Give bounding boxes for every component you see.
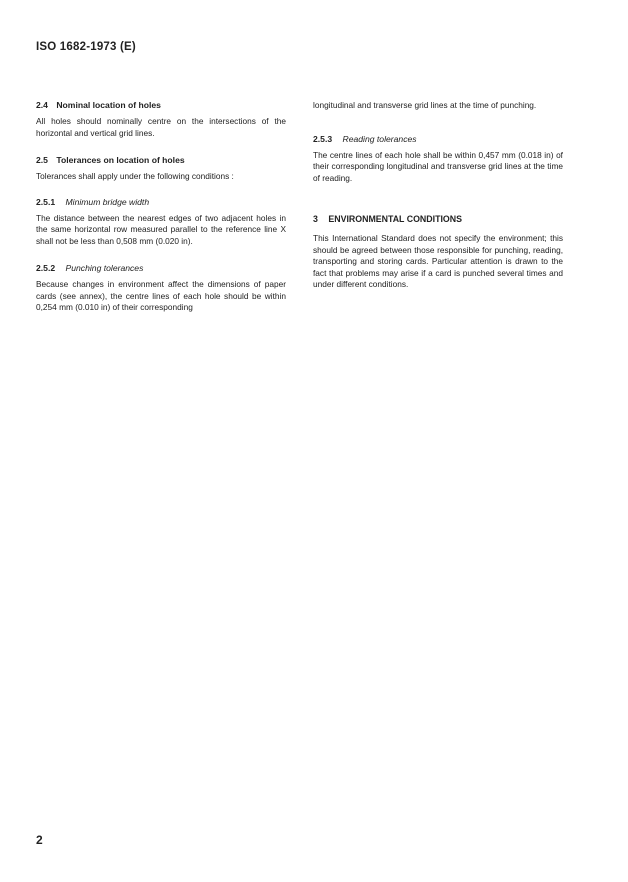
section-title: Reading tolerances	[342, 133, 417, 144]
section-body: The distance between the nearest edges of two adjacent holes in the same horizontal row measured parallel to the reference line X shall not be less than 0,508 mm (0.020 in).	[36, 212, 286, 246]
section-number: 2.5.1	[36, 196, 56, 207]
section-number: 2.5.2	[36, 263, 56, 273]
section-body: All holes should nominally centre on the intersections of the horizontal and vertical grid lines.	[36, 116, 286, 138]
left-column	[36, 100, 286, 327]
page-number: 2	[36, 833, 43, 847]
section-heading	[36, 100, 286, 110]
section-number: 2.5.3	[313, 133, 333, 144]
section-number: 2.5	[36, 155, 48, 165]
section-2-5-3	[313, 134, 563, 185]
section-2-5	[36, 155, 286, 183]
section-title: Nominal location of holes	[56, 100, 161, 110]
section-title: Punching tolerances	[65, 263, 144, 273]
section-heading	[313, 214, 563, 224]
section-body: This International Standard does not specify the environment; this should be agreed between those responsible for punching, reading, transporting and storing cards. Particular attention is drawn to the fact that problems may arise if a card is punched several times and under different conditions.	[313, 233, 563, 289]
section-body: Tolerances shall apply under the following conditions :	[36, 171, 234, 181]
section-body: Because changes in environment affect the dimensions of paper cards (see annex), the centre lines of each hole should be within 0,254 mm (0.010 in) of their corresponding	[36, 279, 286, 312]
section-2-5-2	[36, 263, 286, 314]
section-body: The centre lines of each hole shall be within 0,457 mm (0.018 in) of their corresponding longitudinal and transverse grid lines at the time of reading.	[313, 149, 563, 183]
subsection-heading	[313, 134, 563, 144]
subsection-heading	[36, 197, 286, 207]
section-title: ENVIRONMENTAL CONDITIONS	[328, 214, 462, 224]
section-2-5-1	[36, 197, 286, 248]
section-3	[313, 214, 563, 291]
section-title: Minimum bridge width	[65, 196, 150, 207]
document-header: ISO 1682-1973 (E)	[36, 41, 136, 53]
section-number: 3	[313, 214, 318, 224]
section-heading	[36, 155, 286, 165]
section-number: 2.4	[36, 100, 48, 110]
section-title: Tolerances on location of holes	[56, 155, 185, 165]
subsection-heading	[36, 263, 286, 273]
right-column	[313, 100, 563, 304]
section-body-continued: longitudinal and transverse grid lines at the time of punching.	[313, 100, 537, 110]
section-2-4	[36, 100, 286, 139]
